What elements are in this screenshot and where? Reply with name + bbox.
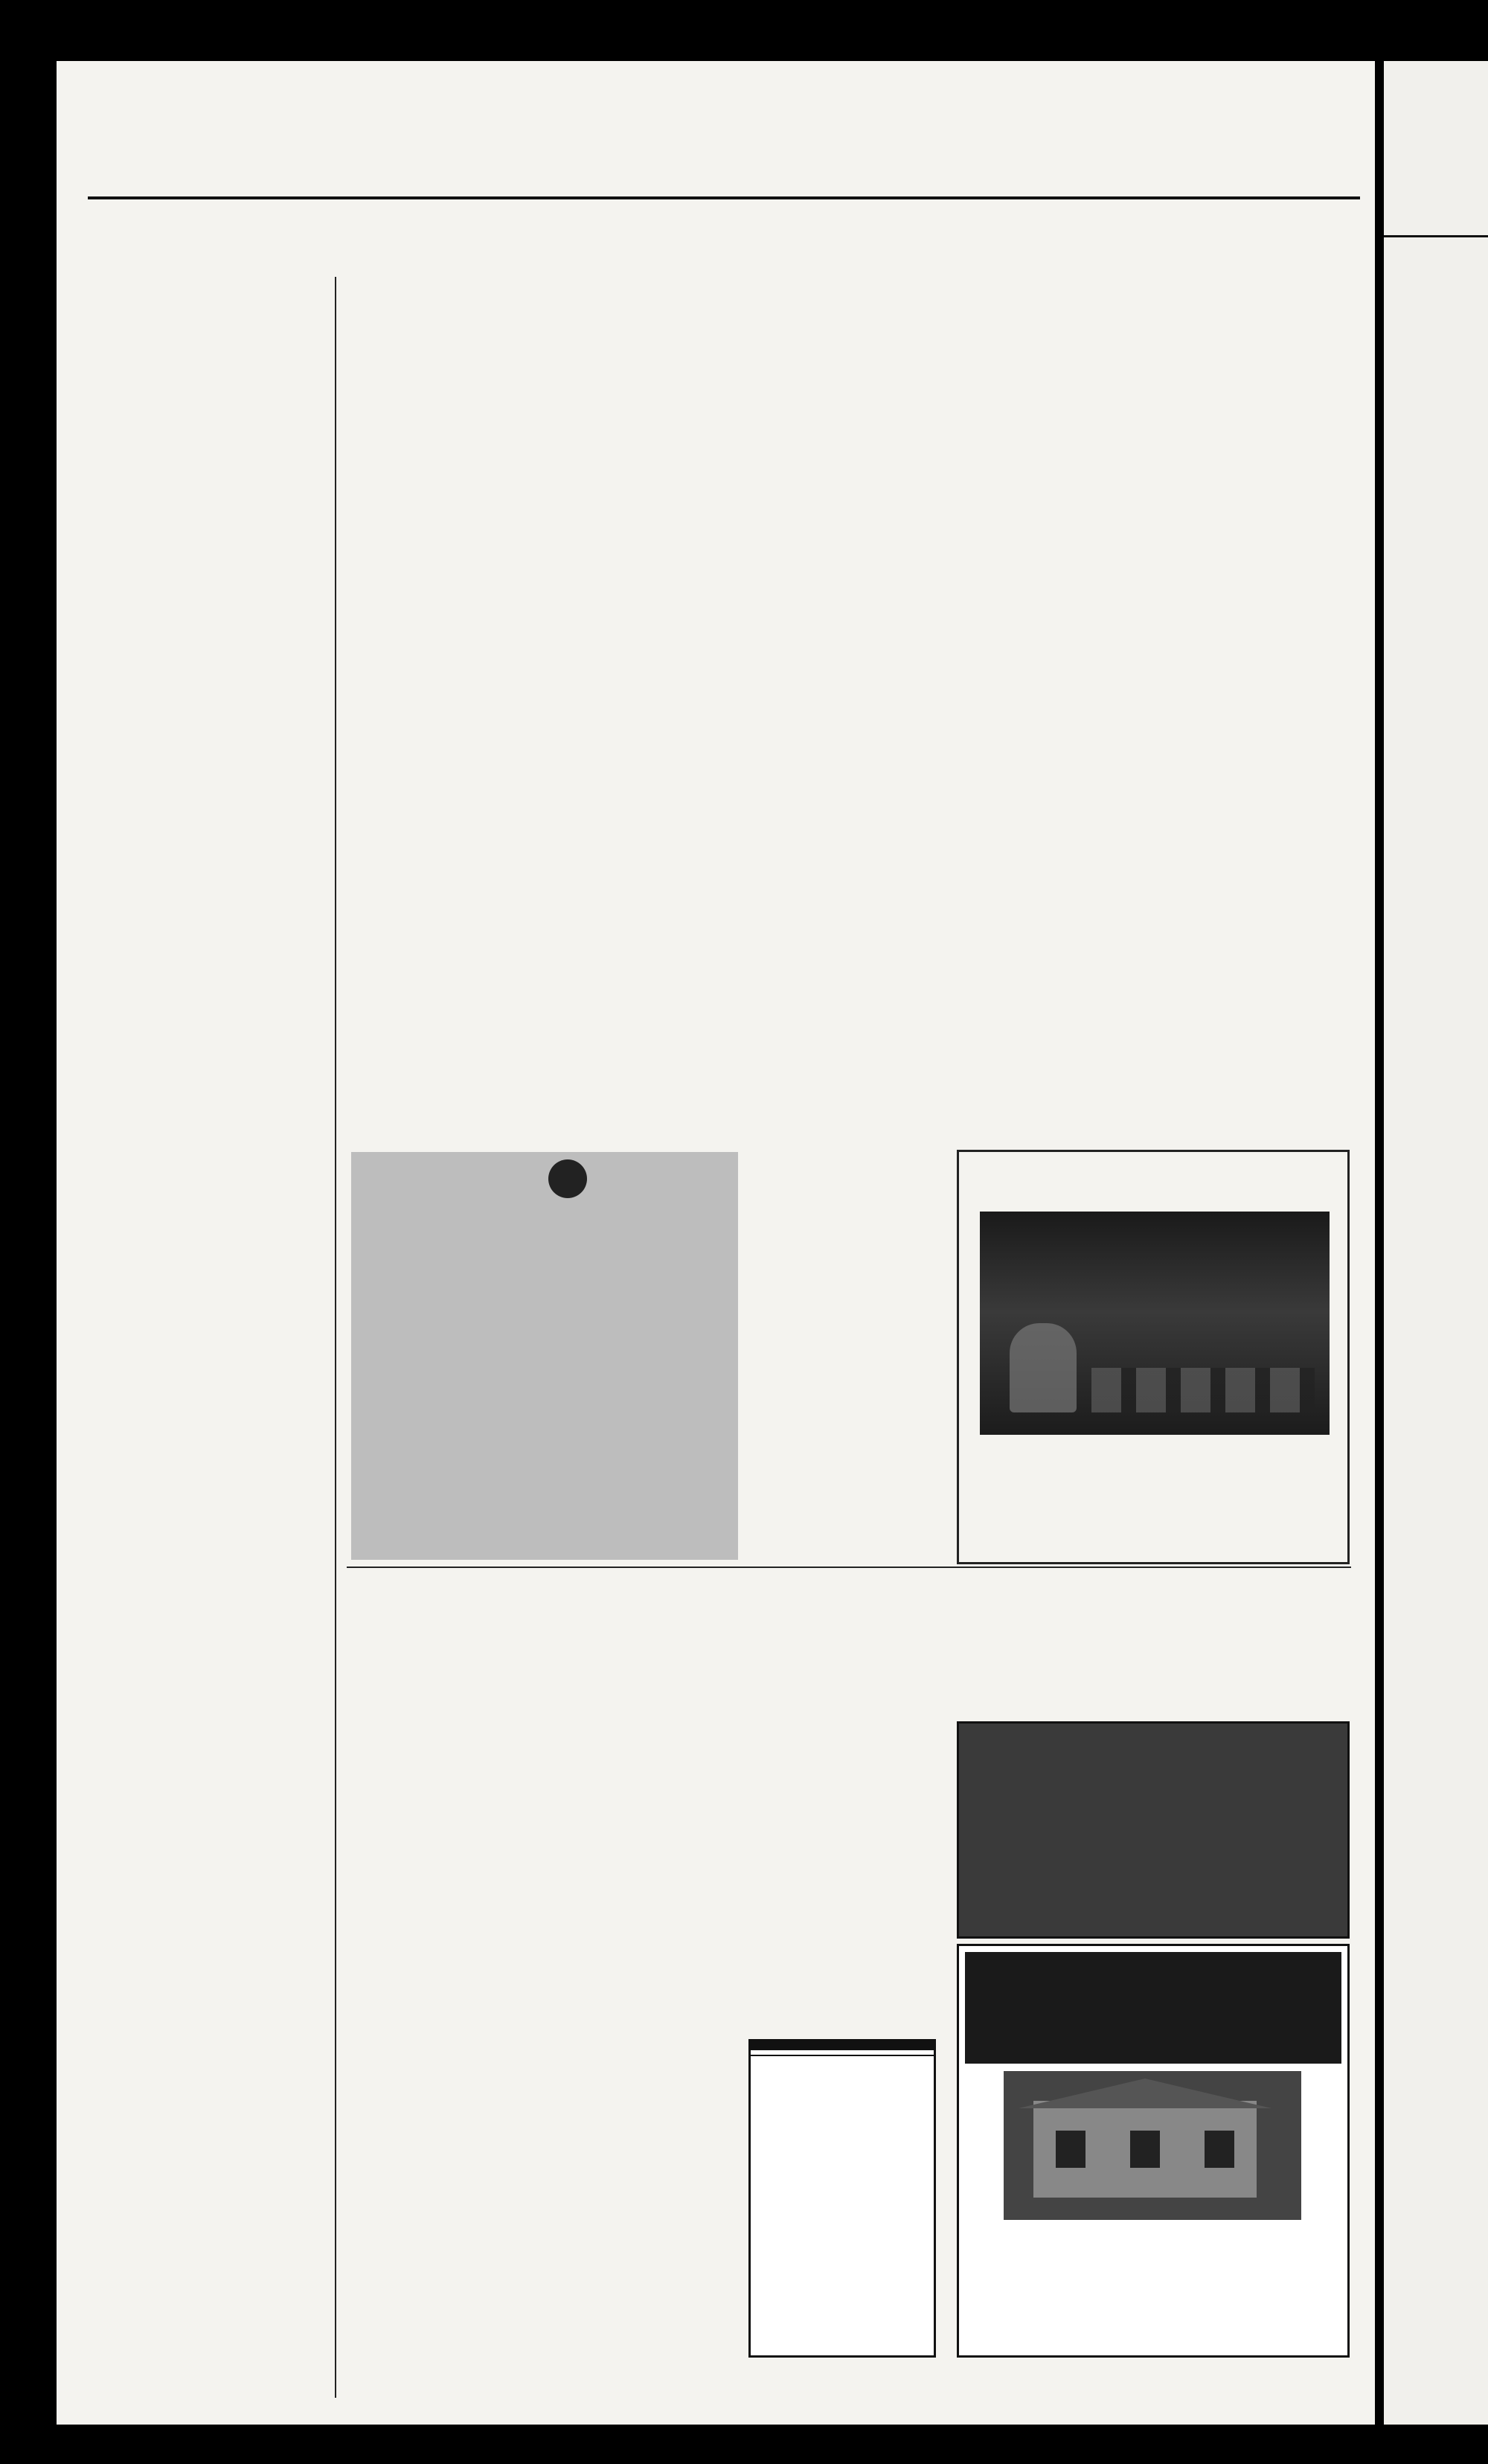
briefs-column-1	[351, 277, 537, 1145]
briefs-column-5	[1162, 305, 1353, 1145]
spring-break-heading	[751, 2041, 934, 2050]
spring-break-ad[interactable]	[748, 2039, 936, 2358]
section-rule	[347, 1567, 1351, 1568]
edge-rule	[1384, 235, 1488, 237]
weekly-crime-tip	[548, 1159, 733, 1213]
spring-phone[interactable]	[751, 2055, 934, 2056]
program-photo	[980, 1212, 1330, 1435]
campus-news-column	[146, 277, 327, 2398]
adjacent-page-edge	[1384, 61, 1488, 2425]
info-icon	[548, 1159, 587, 1198]
column-rule	[335, 277, 336, 2398]
briefs-column-3	[747, 313, 945, 1145]
mclellan-jump-story	[957, 1576, 1351, 1718]
page-header-bar	[88, 170, 1360, 199]
huang-column-2	[546, 1601, 734, 2396]
photo-figure	[1010, 1323, 1077, 1412]
crime-scene-box	[351, 1152, 738, 1560]
act-jump-story	[750, 1152, 945, 1561]
huang-column-1	[347, 1570, 534, 2396]
program-photo-box	[957, 1150, 1350, 1564]
crime-scene-list	[359, 1159, 537, 1170]
job-ad[interactable]	[957, 1721, 1350, 1939]
apartment-photo	[1004, 2071, 1301, 2220]
briefs-column-2	[549, 277, 735, 1145]
oakmont-ad[interactable]	[957, 1944, 1350, 2358]
briefs-column-4	[955, 313, 1152, 1145]
huang-column-3	[745, 1601, 931, 2033]
photo-seats	[1091, 1368, 1315, 1412]
